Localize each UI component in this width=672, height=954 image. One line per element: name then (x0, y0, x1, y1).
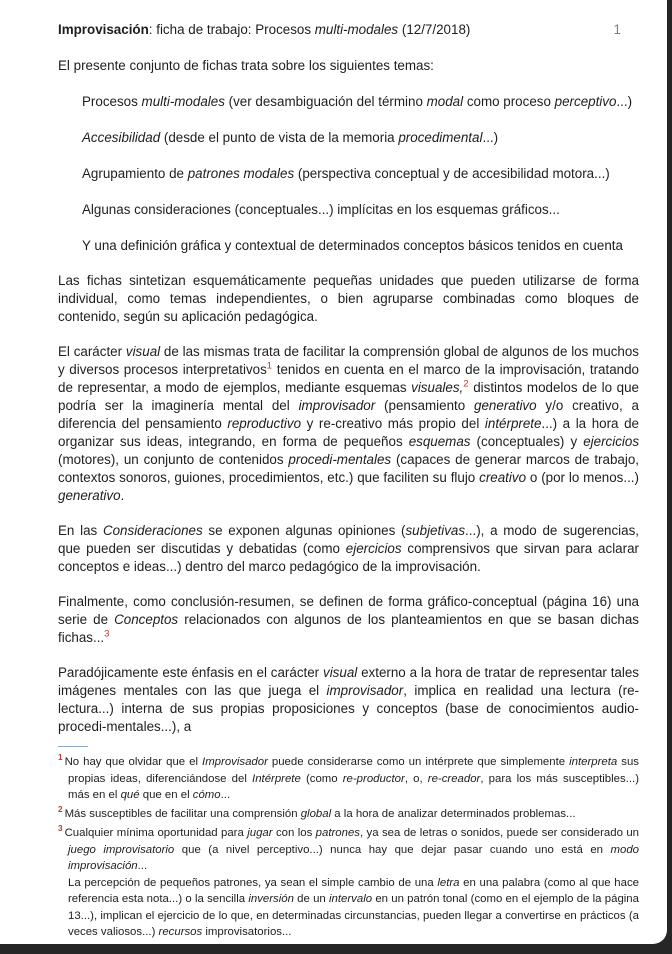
page-header (58, 21, 639, 39)
footnote (58, 825, 639, 875)
footnote (58, 806, 639, 823)
body-paragraph: El carácter visual de las mismas trata de facilitar la comprensión global de algunos de los muchos y diversos procesos interpretativos$^1$ tenidos en cuenta en el marco de la improvisación, tratando de representar, a modo de ejemplos, mediante esquemas visuales,$^2$ distintos modelos de lo que podría ser la imaginería mental del improvisador (pensamiento generativo y/o creativo, a diferencia del pensamiento reproductivo y re-creativo más propio del intérprete...) a la hora de organizar sus ideas, integrando, en forma de pequeños esquemas (conceptuales) y ejercicios (motores), un conjunto de contenidos procedi-mentales (capaces de generar marcos de trabajo, contextos sonoros, guiones, procedimientos, etc.) que faciliten su flujo creativo o (por lo menos...) generativo. (58, 344, 640, 503)
footnote-marker: 3 (58, 824, 63, 834)
footnote-text: No hay que olvidar que el Improvisador puede considerarse como un intérprete que simplemente interpreta sus propias ideas, diferenciándose del Intérprete (como re-productor, o, re-creador, para los más susceptibles...) más en el qué que en el cómo... (64, 756, 639, 801)
body-paragraph: En las Consideraciones se exponen algunas opiniones (subjetivas...), a modo de sugerencias, que pueden ser discutidas y debatidas (como ejercicios comprensivos que sirvan para aclarar conceptos e ideas...) dentro del marco pedagógico de la improvisación. (58, 523, 639, 574)
footnote-text: Cualquier mínima oportunidad para jugar con los patrones, ya sea de letras o sonidos, puede ser considerado un juego improvisatorio que (a nivel perceptivo...) nunca hay que dejar pasar cuando uno está en modo improvisación... (64, 827, 639, 872)
topic-item: Procesos multi-modales (ver desambiguación del término modal como proceso perceptivo...) (82, 94, 633, 109)
footnote-continuation (58, 875, 639, 941)
footnote-separator (58, 746, 88, 747)
body-paragraph: Las fichas sintetizan esquemáticamente pequeñas unidades que pueden utilizarse de forma individual, como temas independientes, o bien agruparse combinadas como bloques de contenido, según su aplicación pedagógica. (58, 273, 639, 324)
document-title: Improvisación: ficha de trabajo: Procesos multi-modales (12/7/2018) (58, 22, 471, 37)
body-paragraph: Finalmente, como conclusión-resumen, se definen de forma gráfico-conceptual (página 16) una serie de Conceptos relacionados con algunos de los planteamientos en que se basan dichas fichas...$^3$ (58, 594, 639, 645)
footnote-marker: 1 (58, 753, 63, 763)
page-number: 1 (613, 22, 621, 37)
topic-item: Algunas consideraciones (conceptuales...) implícitas en los esquemas gráficos... (82, 202, 560, 217)
footnote-text: Más susceptibles de facilitar una comprensión global a la hora de analizar determinados problemas... (64, 808, 576, 820)
topic-item: Agrupamiento de patrones modales (perspectiva conceptual y de accesibilidad motora...) (82, 166, 610, 181)
intro-paragraph: El presente conjunto de fichas trata sobre los siguientes temas: (58, 58, 434, 73)
body-paragraph: Paradójicamente este énfasis en el carácter visual externo a la hora de tratar de representar tales imágenes mentales con las que juega el improvisador, implica en realidad una lectura (re-lectura...) interna de sus propias proposiciones y conceptos (base de conocimientos audio-procedi-mentales...), a (58, 665, 639, 734)
footnote-marker: 2 (58, 805, 63, 815)
topic-item: Y una definición gráfica y contextual de determinados conceptos básicos tenidos en cuenta (82, 238, 623, 253)
footnote (58, 754, 639, 804)
footnote-text: La percepción de pequeños patrones, ya sean el simple cambio de una letra en una palabra (como al que hace referencia esta nota...) o la sencilla inversión de un intervalo en un patrón tonal (como en el ejemplo de la página 13...), implican el ejercicio de lo que, en determinadas circunstancias, pueden llegar a convertirse en prácticos (a veces valiosos...) recursos improvisatorios... (68, 876, 639, 938)
topic-item: Accesibilidad (desde el punto de vista de la memoria procedimental...) (82, 130, 499, 145)
